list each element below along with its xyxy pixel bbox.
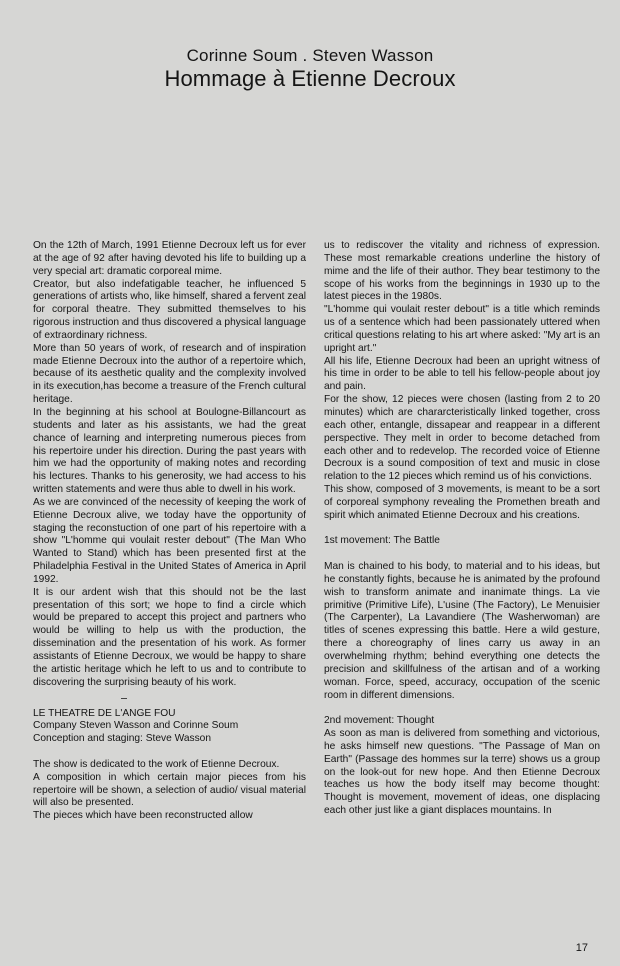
paragraph: A composition in which certain major pieces from his repertoire will be shown, a selection of audio/ visual material will also be presented. [33,771,306,809]
article-header [0,46,620,92]
paragraph: In the beginning at his school at Boulogne-Billancourt as students and later as his assistants, we had the great chance of learning and interpreting numerous pieces from his repertoire under his direction. During the past years with him we had the opportunity of making notes and recording his lectures. Thanks to his generosity, we had access to his written statements and were thus able to dwell in his work. [33,406,306,496]
paragraph: us to rediscover the vitality and richness of expression. These most remarkable creations underline the history of mime and the life of their author. They bear testimony to the scope of his works from the beginnings in 1930 up to the latest pieces in the 1980s. [324,240,600,303]
movement-heading: 1st movement: The Battle [324,535,440,547]
company-heading: LE THEATRE DE L'ANGE FOU [33,707,176,719]
paragraph: On the 12th of March, 1991 Etienne Decroux left us for ever at the age of 92 after having devoted his life to building up a very special art: dramatic corporeal mime. [33,240,306,277]
paragraph: As soon as man is delivered from something and victorious, he asks himself new questions. "The Passage of Man on Earth" (Passage des hommes sur la terre) shows us a group on the look-out for new hope. And then Etienne Decroux teaches us how the body itself may become thought: Thought is movement, movement of ideas, one displacing each other just like a giant displaces mountains. In [324,728,600,817]
paragraph: "L'homme qui voulait rester debout" is a title which reminds us of a sentence which had been passionately uttered when critical questions relating to his art where asked: "My art is an upright art." [324,304,600,354]
right-column [324,240,600,818]
article-title: Hommage à Etienne Decroux [164,66,456,91]
paragraph: It is our ardent wish that this should not be the last presentation of this sort; we hope to find a circle which would be prepared to accept this project and partners who would be willing to help us with the production, the dissemination and the presentation of his work. As former assistants of Etienne Decroux, we would be happy to share the artistic heritage which he left to us and to contribute to discovering the surprising beauty of his work. [33,586,306,688]
paragraph: Creator, but also indefatigable teacher, he influenced 5 generations of artists who, like himself, shared a fervent zeal for corporal theatre. They submitted themselves to his rigorous instruction and thus discovered a physical language of extraordinary richness. [33,278,306,341]
section-divider [33,690,306,708]
paragraph: This show, composed of 3 movements, is meant to be a sort of corporeal symphony revealing the Promethen breath and spirit which animated Etienne Decroux and his creations. [324,484,600,521]
movement-heading: 2nd movement: Thought [324,715,435,727]
page-number: 17 [575,942,588,954]
left-column [33,240,306,823]
staging-line: Conception and staging: Steve Wasson [33,733,212,745]
company-line: Company Steven Wasson and Corinne Soum [33,720,239,732]
paragraph: Man is chained to his body, to material and to his ideas, but he constantly fights, because he is animated by the profound wish to transform animate and inanimate things. La vie primitive (Primitive Life), L'usine (The Factory), Le Menuisier (The Carpenter), La Lavandiere (The Washerwoman) are titles of scenes expressing this battle. Here a wild gesture, there a choreography of lines carry us away in an overwhelming rhythm; behind everything one detects the precision and skillfulness of the artisan and of a working woman. Force, speed, accuracy, occupation of the scenic room in different dimensions. [324,561,600,701]
paragraph: As we are convinced of the necessity of keeping the work of Etienne Decroux alive, we today have the opportunity of staging the reconstuction of one part of his repertoire with a show "L'homme qui voulait rester debout" (The Man Who Wanted to Stand) which has been presented first at the Philadelphia Festival in the United States of America in April 1992. [33,496,306,585]
paragraph: For the show, 12 pieces were chosen (lasting from 2 to 20 minutes) which are chararcteristically linked together, cross each other, entangle, dissapear and reappear in a different perspective. They melt in order to become detached from each other and to redevelop. The recorded voice of Etienne Decroux is a sound composition of text and music in close relation to the 12 pieces which remind us of his convictions. [324,394,600,483]
paragraph: The pieces which have been reconstructed allow [33,810,253,822]
paragraph: More than 50 years of work, of research and of inspiration made Etienne Decroux into the author of a repertoire which, because of its aesthetic quality and the complexity involved in its execution,has become a treasure of the French cultural heritage. [33,342,306,406]
paragraph: All his life, Etienne Decroux had been an upright witness of his time in order to be able to tell his fellow-people about joy and pain. [324,355,600,393]
paragraph: The show is dedicated to the work of Etienne Decroux. [33,758,280,770]
article-authors: Corinne Soum . Steven Wasson [186,46,434,65]
